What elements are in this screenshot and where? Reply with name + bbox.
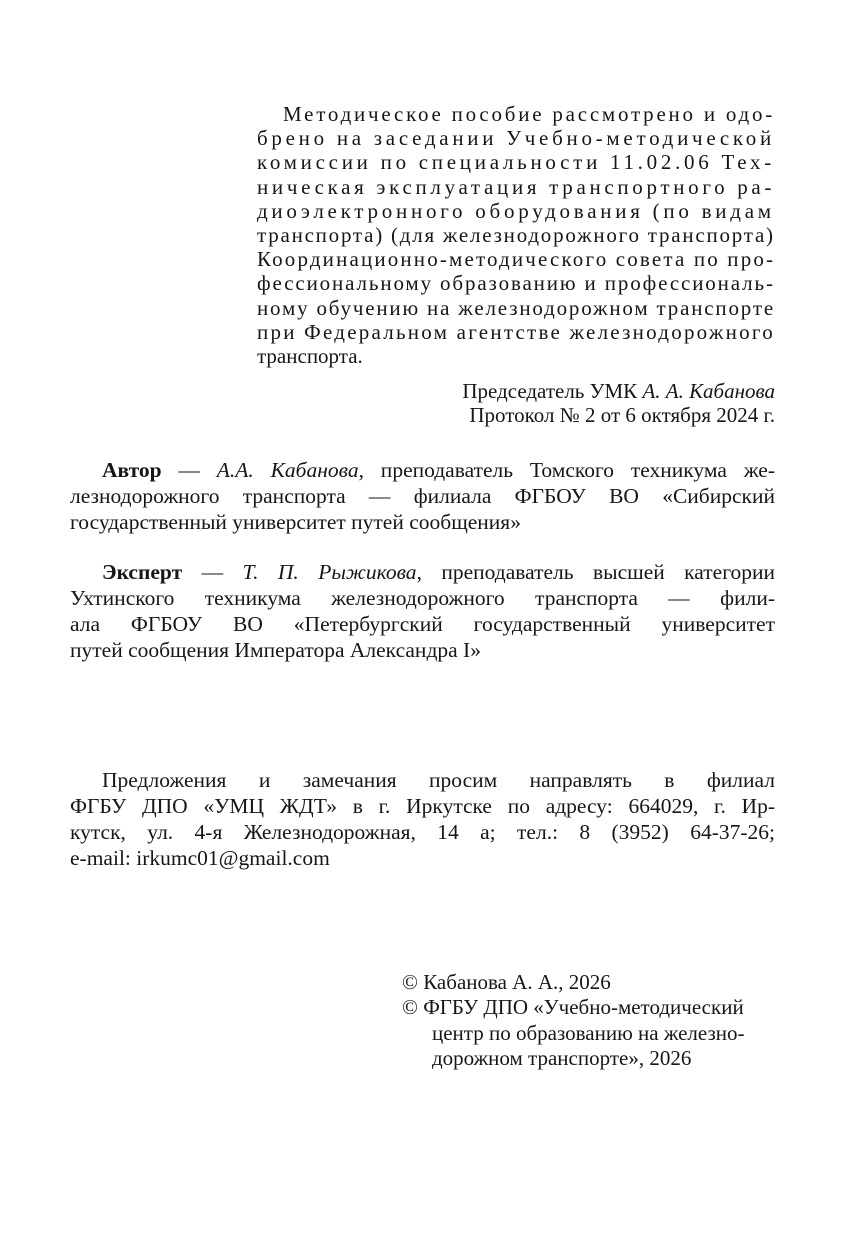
text-segment: Автор xyxy=(102,458,162,482)
text-segment: комиссии по специальности 11.02.06 Тех- xyxy=(257,150,775,175)
text-line xyxy=(257,271,775,295)
text-segment: © Кабанова А. А., 2026 xyxy=(402,970,611,994)
text-segment: фессиональному образованию и профессиональ- xyxy=(257,271,775,296)
chairman-protocol-lines xyxy=(355,380,775,427)
text-line xyxy=(402,1021,792,1046)
text-line xyxy=(257,296,775,320)
text-segment: транспорта) (для железнодорожного транспорта) xyxy=(257,223,775,248)
text-line xyxy=(257,150,775,174)
text-segment: e-mail: irkumc01@gmail.com xyxy=(70,846,330,870)
text-line xyxy=(402,995,792,1020)
text-line xyxy=(355,404,775,428)
author-paragraph xyxy=(70,457,775,535)
text-segment: брено на заседании Учебно-методической xyxy=(257,126,775,151)
text-segment: , преподаватель высшей категории xyxy=(416,560,776,584)
text-line xyxy=(355,380,775,404)
copyright-block xyxy=(402,970,792,1071)
approval-paragraph xyxy=(257,102,775,368)
text-line xyxy=(402,1046,792,1071)
expert-paragraph xyxy=(70,559,775,663)
text-line xyxy=(70,611,775,637)
text-line xyxy=(257,199,775,223)
text-segment: А.А. Кабанова xyxy=(216,458,359,482)
text-segment: Председатель УМК xyxy=(462,379,643,403)
text-segment: государственный университет путей сообщения» xyxy=(70,510,521,534)
text-line xyxy=(257,344,775,368)
text-segment: ФГБУ ДПО «УМЦ ЖДТ» в г. Иркутске по адресу: 664029, г. Ир- xyxy=(70,794,775,818)
text-segment: лезнодорожного транспорта — филиала ФГБОУ ВО «Сибирский xyxy=(70,484,775,508)
text-line xyxy=(402,970,792,995)
text-segment: ному обучению на железнодорожном транспорте xyxy=(257,295,775,320)
text-line xyxy=(257,320,775,344)
text-line xyxy=(70,509,775,535)
text-segment: диоэлектронного оборудования (по видам xyxy=(257,198,775,223)
text-line xyxy=(70,559,775,585)
text-segment: Предложения и замечания просим направлять в филиал xyxy=(102,768,775,792)
text-line xyxy=(70,637,775,663)
text-segment: Ухтинского техникума железнодорожного транспорта — фили- xyxy=(70,586,775,610)
text-line xyxy=(70,585,775,611)
text-segment: дорожном транспорте», 2026 xyxy=(432,1045,692,1070)
text-segment: А. А. Кабанова xyxy=(642,379,775,403)
text-line xyxy=(257,126,775,150)
text-segment: ала ФГБОУ ВО «Петербургский государственный университет xyxy=(70,612,775,636)
text-segment: при Федеральном агентстве железнодорожного xyxy=(257,319,775,344)
text-line xyxy=(70,819,775,845)
text-segment: — xyxy=(161,458,217,482)
text-segment: Т. П. Рыжикова xyxy=(242,560,417,584)
text-line xyxy=(70,457,775,483)
text-line xyxy=(70,793,775,819)
contact-paragraph xyxy=(70,767,775,871)
text-segment: , преподаватель Томского техникума же- xyxy=(358,458,776,482)
text-segment: транспорта. xyxy=(257,344,363,369)
text-segment: кутск, ул. 4-я Железнодорожная, 14 а; тел.: 8 (3952) 64-37-26; xyxy=(70,820,775,844)
text-line xyxy=(70,845,775,871)
text-line xyxy=(70,767,775,793)
text-segment: © ФГБУ ДПО «Учебно-методический xyxy=(402,995,744,1020)
text-line xyxy=(257,223,775,247)
text-line xyxy=(257,102,775,126)
text-segment: Методическое пособие рассмотрено и одо- xyxy=(283,102,776,126)
text-line xyxy=(257,175,775,199)
text-segment: Координационно-методического совета по про- xyxy=(257,247,776,272)
text-segment: путей сообщения Императора Александра I» xyxy=(70,638,481,662)
text-segment: Эксперт xyxy=(102,560,183,584)
text-segment: центр по образованию на железно- xyxy=(432,1020,745,1045)
text-segment: — xyxy=(182,560,243,584)
text-segment: ническая эксплуатация транспортного ра- xyxy=(257,174,776,199)
text-segment: Протокол № 2 от 6 октября 2024 г. xyxy=(469,402,775,427)
text-line xyxy=(257,247,775,271)
text-line xyxy=(70,483,775,509)
